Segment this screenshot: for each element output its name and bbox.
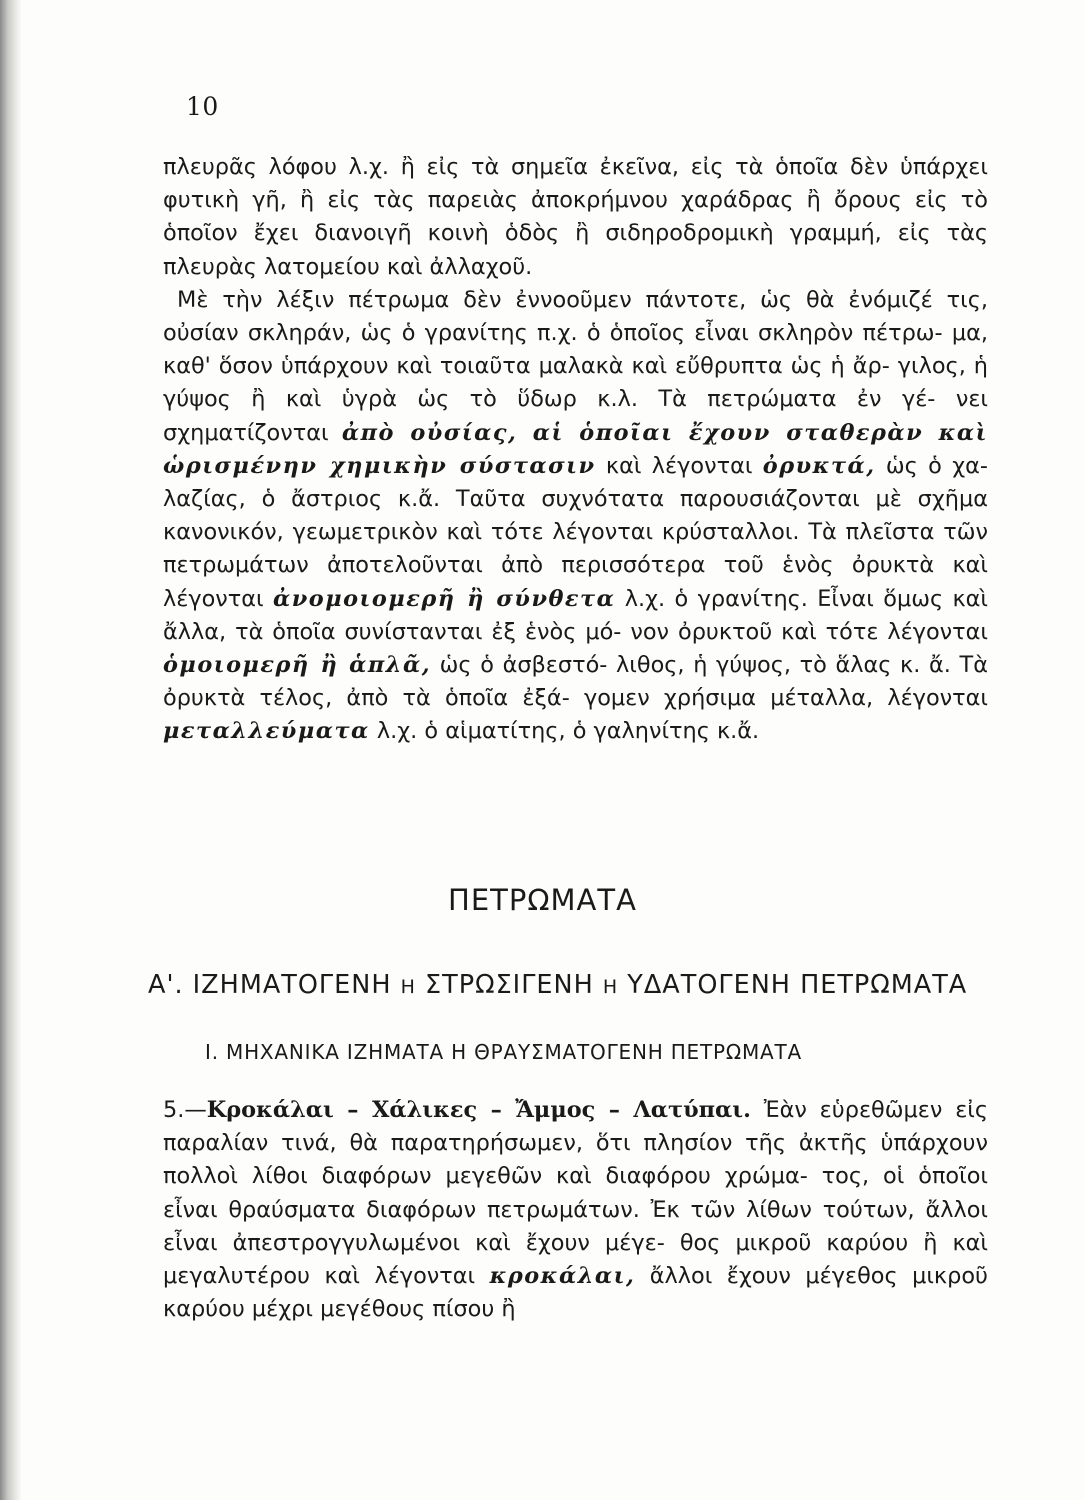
page-edge-shadow bbox=[0, 0, 22, 1500]
text-line: γρανίτης. Εἶναι ὅμως καὶ ἄλλα, τὰ ὁποῖα συνίστανται ἐξ ἑνὸς μό- bbox=[163, 585, 989, 645]
paragraph-pebbles bbox=[163, 1094, 988, 1326]
emphasized-term: ἀπὸ οὐσίας, αἱ ὁποῖαι ἔχουν σταθερὰν καὶ bbox=[341, 419, 988, 446]
text-line: οὐσίαν σκληράν, ὡς ὁ γρανίτης π.χ. ὁ ὁποῖος εἶναι σκληρὸν πέτρω- bbox=[163, 320, 943, 347]
section-title-conjunction: Η bbox=[602, 976, 619, 998]
emphasized-term: ὀρυκτά, bbox=[762, 452, 876, 479]
text-line: λίθων τούτων, ἄλλοι εἶναι ἀπεστρογγυλωμένοι καὶ ἔχουν μέγε- bbox=[163, 1196, 989, 1256]
section-title-part: ΣΤΡΩΣΙΓΕΝΗ bbox=[415, 970, 603, 1000]
text-line: λαζίας, ὁ ἄστριος κ.ἄ. Ταῦτα συχνότατα παρουσιάζονται μὲ bbox=[163, 486, 902, 513]
text-line: Τὰ πλεῖστα τῶν πετρωμάτων ἀποτελοῦνται ἀπὸ περισσότερα bbox=[163, 519, 988, 579]
gravel-text-block bbox=[163, 1094, 988, 1326]
text-line: νον ὀρυκτοῦ καὶ τότε λέγονται bbox=[630, 618, 988, 645]
text-line: τος, οἱ ὁποῖοι εἶναι θραύσματα διαφόρων πετρωμάτων. Ἐκ τῶν bbox=[163, 1163, 988, 1223]
text-line: ὁ γαληνίτης κ.ἄ. bbox=[572, 718, 760, 745]
chapter-title: ΠΕΤΡΩΜΑΤΑ bbox=[448, 883, 637, 917]
intro-text-block bbox=[163, 151, 988, 749]
text-line: θος μικροῦ καρύου ἢ καὶ μεγαλυτέρου καὶ λέγονται bbox=[163, 1229, 988, 1290]
text-line: γιλος, ἡ γύψος ἢ καὶ ὑγρὰ ὡς τὸ ὕδωρ κ.λ. Τὰ πετρώματα ἐν γέ- bbox=[163, 353, 988, 413]
text-line: γραμμή, εἰς τὰς πλευρὰς λατομείου καὶ ἀλλαχοῦ. bbox=[163, 220, 988, 280]
text-line: ἄλλοι ἔχουν μέγεθος μικροῦ καρύου μέχρι μεγέθους πίσου ἢ bbox=[163, 1263, 988, 1323]
paragraph-heading: Κροκάλαι – Χάλικες – Ἄμμος – Λατύπαι. bbox=[206, 1097, 751, 1123]
subsection-title: Ι. ΜΗΧΑΝΙΚΑ ΙΖΗΜΑΤΑ Η ΘΡΑΥΣΜΑΤΟΓΕΝΗ ΠΕΤΡΩΜΑΤΑ bbox=[205, 1040, 802, 1064]
text-line: ὄρους εἰς τὸ ὁποῖον ἔχει διανοιγῆ κοινὴ ὁδὸς ἢ σιδηροδρομικὴ bbox=[163, 187, 988, 247]
section-title-conjunction: Η bbox=[400, 976, 416, 998]
text-line: πλευρᾶς λόφου λ.χ. ἢ εἰς τὰ σημεῖα ἐκεῖνα, εἰς τὰ ὁποῖα δὲν bbox=[163, 154, 889, 180]
text-line: ὑπάρχουν πολλοὶ λίθοι διαφόρων μεγεθῶν καὶ διαφόρου χρώμα- bbox=[163, 1130, 988, 1190]
text-line: λ.χ. ὁ bbox=[615, 585, 689, 612]
page-number: 10 bbox=[186, 92, 219, 121]
text-line: ὡς ὁ χα- bbox=[875, 452, 988, 479]
section-title-part: ΥΔΑΤΟΓΕΝΗ ΠΕΤΡΩΜΑΤΑ bbox=[618, 970, 968, 1000]
text-line: εἰς παραλίαν τινά, θὰ παρατηρήσωμεν, ὅτι πλησίον τῆς ἀκτῆς bbox=[163, 1097, 989, 1157]
text-line: γομεν χρήσιμα μέταλλα, λέγονται bbox=[583, 685, 988, 712]
text-line: ὑπάρχει φυτικὴ γῆ, ἢ εἰς τὰς παρειὰς ἀποκρήμνου χαράδρας ἢ bbox=[163, 154, 988, 214]
paragraph-number: 5.— bbox=[163, 1097, 207, 1123]
emphasized-term: ὡρισμένην χημικὴν σύστασιν bbox=[163, 452, 596, 479]
text-line: καὶ λέγονται bbox=[595, 452, 763, 479]
emphasized-term: κροκάλαι, bbox=[489, 1263, 636, 1290]
text-line: σχῆμα κανονικόν, γεωμετρικὸν καὶ τότε λέγονται κρύσταλλοι. bbox=[163, 486, 988, 546]
text-line: ὡς ὁ ἀσβεστό- bbox=[431, 652, 608, 679]
text-line: μα, καθ' ὅσον ὑπάρχουν καὶ τοιαῦτα μαλακὰ καὶ εὔθρυπτα ὡς ἡ ἄρ- bbox=[163, 320, 988, 380]
emphasized-term: μεταλλεύματα bbox=[163, 718, 370, 745]
section-title bbox=[148, 970, 967, 1000]
text-line: λ.χ. ὁ αἱματίτης, bbox=[369, 718, 566, 745]
paragraph-rock-definition bbox=[163, 284, 988, 749]
text-line: τοῦ ἑνὸς ὀρυκτὰ καὶ λέγονται bbox=[163, 552, 989, 612]
section-title-part: Α'. ΙΖΗΜΑΤΟΓΕΝΗ bbox=[148, 970, 401, 1000]
paragraph-rock-locations bbox=[163, 151, 988, 284]
text-line: λιθος, ἡ γύψος, τὸ ἅλας κ. ἄ. Τὰ ὀρυκτὰ τέλος, ἀπὸ τὰ ὁποῖα ἐξά- bbox=[163, 652, 988, 712]
text-line: Μὲ τὴν λέξιν πέτρωμα δὲν ἐννοοῦμεν πάντοτε, ὡς θὰ ἐνόμιζέ τις, bbox=[177, 286, 988, 313]
emphasized-term: ὁμοιομερῆ ἢ ἁπλᾶ, bbox=[163, 652, 431, 679]
text-line: νει σχηματίζονται bbox=[163, 386, 988, 446]
text-line: Ἐὰν εὑρεθῶμεν bbox=[750, 1097, 943, 1123]
emphasized-term: ἀνομοιομερῆ ἢ σύνθετα bbox=[273, 585, 616, 612]
